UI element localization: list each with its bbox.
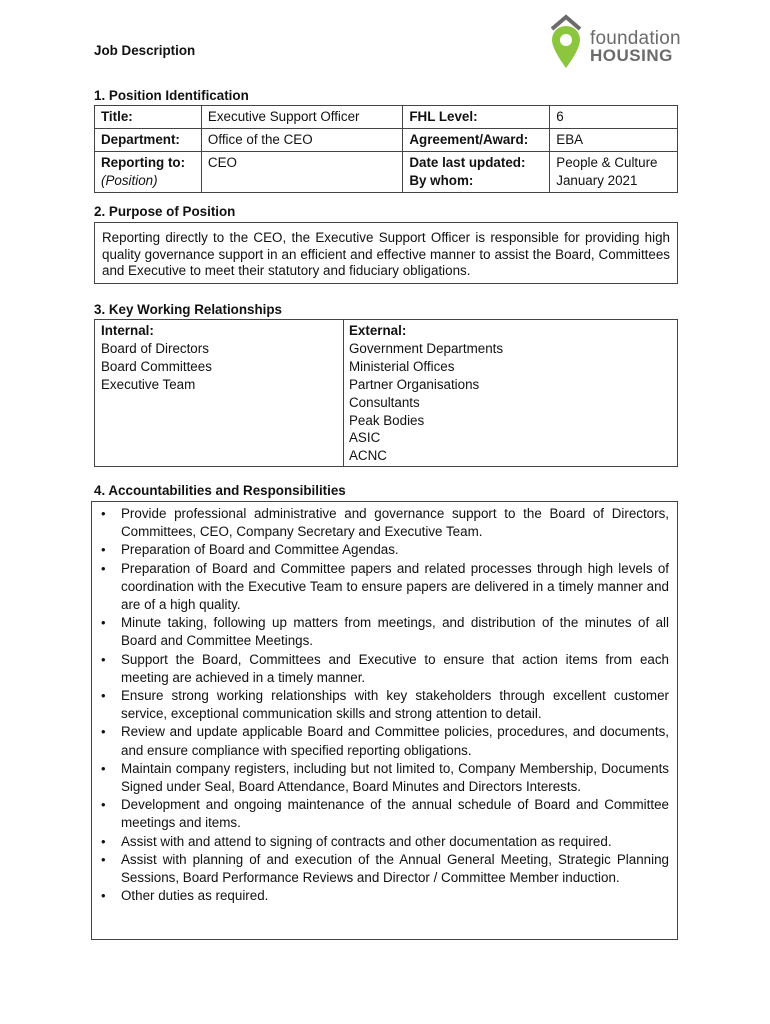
reporting-to-cell — [95, 152, 202, 193]
section-heading-accountabilities: 4. Accountabilities and Responsibilities — [94, 483, 346, 498]
relationships-box — [94, 319, 678, 467]
list-item: Ministerial Offices — [349, 358, 455, 374]
reporting-to-label: Reporting to: — [101, 155, 186, 170]
date-updated-cell — [403, 152, 550, 193]
external-label: External: — [349, 323, 407, 338]
list-item: • Minute taking, following up matters from meetings, and distribution of the minutes of all Board and Committee Meetings. — [121, 614, 669, 650]
section-heading-position-identification: 1. Position Identification — [94, 88, 249, 103]
list-item: • Support the Board, Committees and Executive to ensure that action items from each meeting are achieved in a timely manner. — [121, 651, 669, 687]
position-identification-table — [94, 105, 678, 193]
list-item: • Assist with planning of and execution of the Annual General Meeting, Strategic Planning Sessions, Board Performance Reviews and Director / Committee Member induction. — [121, 851, 669, 887]
logo-text-foundation: foundation — [590, 28, 681, 49]
updated-by-value: People & Culture — [556, 155, 658, 170]
table-row — [95, 129, 678, 152]
fhl-level-label: FHL Level: — [403, 106, 550, 129]
agreement-award-label: Agreement/Award: — [403, 129, 550, 152]
list-item: • Preparation of Board and Committee papers and related processes through high levels of coordination with the Executive Team to ensure papers are delivered in a timely manner and are of a high quality. — [121, 560, 669, 615]
internal-label: Internal: — [101, 323, 154, 338]
list-item: Government Departments — [349, 340, 504, 356]
accountabilities-list — [92, 502, 677, 905]
table-row — [95, 106, 678, 129]
foundation-housing-logo — [548, 13, 708, 73]
internal-column — [101, 322, 212, 394]
pin-house-icon — [548, 13, 588, 73]
agreement-award-value: EBA — [550, 129, 678, 152]
list-item: Partner Organisations — [349, 376, 480, 392]
by-whom-label: By whom: — [409, 173, 474, 188]
accountabilities-box — [91, 501, 678, 940]
list-item: • Other duties as required. — [121, 887, 669, 905]
list-item: • Maintain company registers, including but not limited to, Company Membership, Documents Signed under Seal, Board Attendance, Board Minutes and Directors Interests. — [121, 760, 669, 796]
list-item: ASIC — [349, 430, 381, 446]
list-item: Executive Team — [101, 376, 196, 392]
reporting-to-value: CEO — [201, 152, 402, 193]
title-label: Title: — [95, 106, 202, 129]
fhl-level-value: 6 — [550, 106, 678, 129]
list-item: ACNC — [349, 448, 387, 464]
updated-date-value: January 2021 — [556, 173, 638, 188]
purpose-text: Reporting directly to the CEO, the Executive Support Officer is responsible for providing high quality governance support in an efficient and effective manner to assist the Board, Committees and Executive to meet their statutory and fiduciary obligations. — [94, 222, 678, 284]
table-row — [95, 152, 678, 193]
list-item: Consultants — [349, 394, 420, 410]
list-item: • Development and ongoing maintenance of the annual schedule of Board and Committee meetings and items. — [121, 796, 669, 832]
list-item: • Preparation of Board and Committee Agendas. — [121, 541, 669, 559]
list-item: Board Committees — [101, 358, 212, 374]
section-heading-relationships: 3. Key Working Relationships — [94, 302, 283, 317]
title-value: Executive Support Officer — [201, 106, 402, 129]
external-column — [349, 322, 503, 465]
list-item: • Ensure strong working relationships with key stakeholders through excellent customer service, exceptional communication skills and strong attention to detail. — [121, 687, 669, 723]
list-item: Peak Bodies — [349, 412, 425, 428]
reporting-to-sublabel: (Position) — [101, 173, 158, 188]
department-label: Department: — [95, 129, 202, 152]
list-item: • Provide professional administrative and governance support to the Board of Directors, Committees, CEO, Company Secretary and Executive Team. — [121, 505, 669, 541]
list-item: Board of Directors — [101, 340, 209, 356]
date-last-updated-label: Date last updated: — [409, 155, 526, 170]
logo-text-housing: HOUSING — [590, 46, 673, 65]
department-value: Office of the CEO — [201, 129, 402, 152]
column-divider — [343, 320, 344, 466]
list-item: • Review and update applicable Board and Committee policies, procedures, and documents, and ensure compliance with specified reporting obligations. — [121, 723, 669, 759]
document-title: Job Description — [94, 43, 196, 58]
list-item: • Assist with and attend to signing of contracts and other documentation as required. — [121, 833, 669, 851]
section-heading-purpose: 2. Purpose of Position — [94, 204, 236, 219]
date-updated-values — [550, 152, 678, 193]
